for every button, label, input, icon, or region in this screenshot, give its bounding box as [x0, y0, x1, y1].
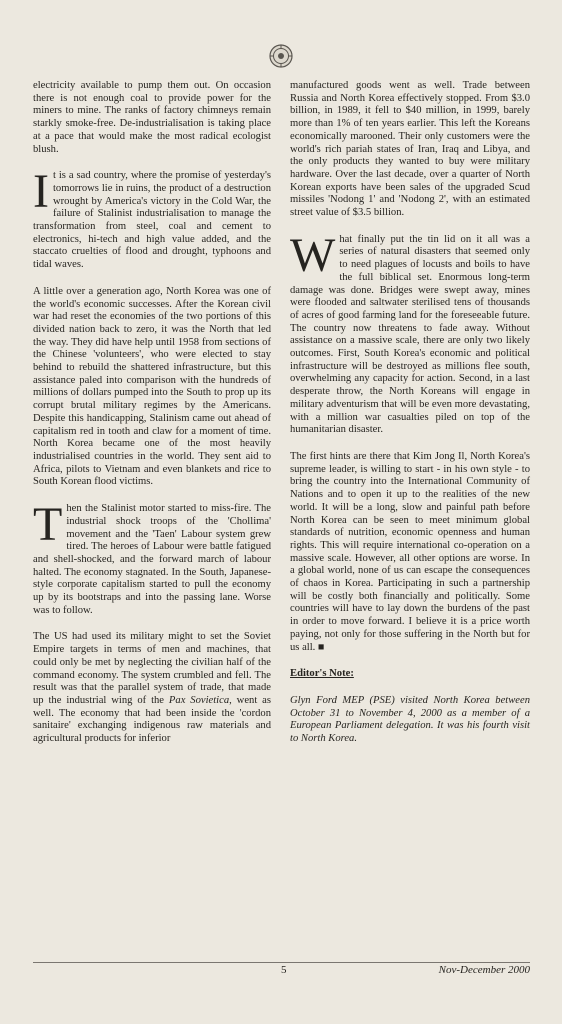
editors-note-text: Glyn Ford MEP (PSE) visited North Korea between October 31 to November 4, 2000 as a member of a European Parliament delegation. It was his fourth visit to North Korea.: [290, 694, 530, 745]
paragraph: electricity available to pump them out. On occasion there is not enough coal to provide power for the miners to mine. The ranks of factory chimneys remain starkly smoke-free. De-industrialisation is taking place at a pace that would make the most radical ecologist blush.: [33, 80, 271, 155]
article-left-column: [33, 80, 271, 760]
article-right-column: [290, 80, 530, 760]
paragraph: A little over a generation ago, North Korea was one of the world's economic successes. After the Korean civil war had reset the economies of the two portions of this divided nation back to zero, it was the North that led the way. They did have help until 1958 from sections of the Chinese 'volunteers', who were elected to stay behind to rebuild the shattered infrastructure, but this assistance paled into comparison with the hundreds of millions of dollars pumped into the South to prop up its corrupt brutal military regimes by the Americans. Despite this handicapping, Stalinism came out ahead of capitalism red in tooth and claw for a moment of time. North Korea became one of the most heavily industrialised countries in the world. They sent aid to Africa, pilots to Vietnam and even blankets and rice to South Korean flood victims.: [33, 285, 271, 488]
issue-date: Nov-December 2000: [438, 964, 530, 976]
dropcap-letter: I: [33, 165, 49, 219]
paragraph: The US had used its military might to set the Soviet Empire targets in terms of men and machines, that could only be met by neglecting the civilian half of the command economy. The system crumbled and fell. The result was that the parallel system of trade, that made up the industrial wing of the Pax Sovietica, went as well. The economy that had been inside the 'cordon sanitaire' exchanging indigenous raw materials and agricultural products for inferior: [33, 631, 271, 745]
footer-divider: [33, 962, 530, 963]
paragraph: What finally put the tin lid on it all was a series of natural disasters that seemed only to need plagues of locusts and boils to have the full biblical set. Enormous long-term damage was done. Bridges were swept away, mines were flooded and saltwater sterilised tens of thousands of acres of good farming land for the foreseeable future. The country now threatens to fade away. Without assistance on a massive scale, there are only two likely outcomes. First, South Korea's economic and political infrastructure will be destroyed as millions flee south, overwhelming any capacity for action. Second, in a last desperate throw, the North Koreans will engage in military adventurism that will be even more devastating, with a million war casualties piled on top of the humanitarian disaster.: [290, 228, 530, 436]
paragraph: It is a sad country, where the promise of yesterday's tomorrows lie in ruins, the product of a destruction wrought by America's victory in the Cold War, the failure of Stalinist industrialisation to manage the transformation from steel, coal and cement to electronics, hi-tech and high value added, and the staccato cruelties of flood and drought, typhoons and tidal waves.: [33, 165, 271, 271]
seal-emblem-icon: [269, 44, 293, 68]
editors-note-title: Editor's Note:: [290, 668, 354, 680]
paragraph: The first hints are there that Kim Jong Il, North Korea's supreme leader, is willing to start - in his own style - to bring the country into the International Community of Nations and to open it up to the realities of the new world. It will be a long, slow and painful path before North Korea can be seen to meet minimum global standards of nutrition, economic openness and human rights. This will require international co-operation on a massive scale. However, all other options are worse. In a global world, none of us can escape the consequences of chaos in Korea. Participating in such a partnership will be costly both financially and politically. Some countries will have to lay down the burdens of the past in order to move forward. I believe it is a price worth paying, not only for those suffering in the North but for us all. ■: [290, 450, 530, 653]
paragraph: Then the Stalinist motor started to miss-fire. The industrial shock troops of the 'Chollima' movement and the 'Taen' Labour system grew tired. The heroes of Labour were battle fatigued and shell-shocked, and the forward march of labour halted. The economy stagnated. In the South, Japanese-style corporate capitalism started to pull the economy up by its bootstraps and into the passing lane. Worse was to follow.: [33, 498, 271, 616]
italic-term: Pax Sovietica: [168, 694, 230, 706]
page-number: 5: [281, 964, 287, 976]
dropcap-letter: W: [290, 228, 336, 282]
editors-note: [290, 668, 530, 746]
dropcap-letter: T: [33, 498, 63, 552]
paragraph: manufactured goods went as well. Trade between Russia and North Korea effectively stopped. From $3.0 billion, in 1989, it fell to $40 million, in 1999, barely more than 1% of ten years earlier. This left the Koreans economically marooned. Their only customers were the world's rich pariah states of Iran, Iraq and Libya, and the only products they wanted to buy were military hardware. Over the last decade, over a quarter of North Korean exports have been sales of the upgraded Scud missiles 'Nodong 1' and 'Nodong 2', with an estimated street value of $3.5 billion.: [290, 80, 530, 219]
